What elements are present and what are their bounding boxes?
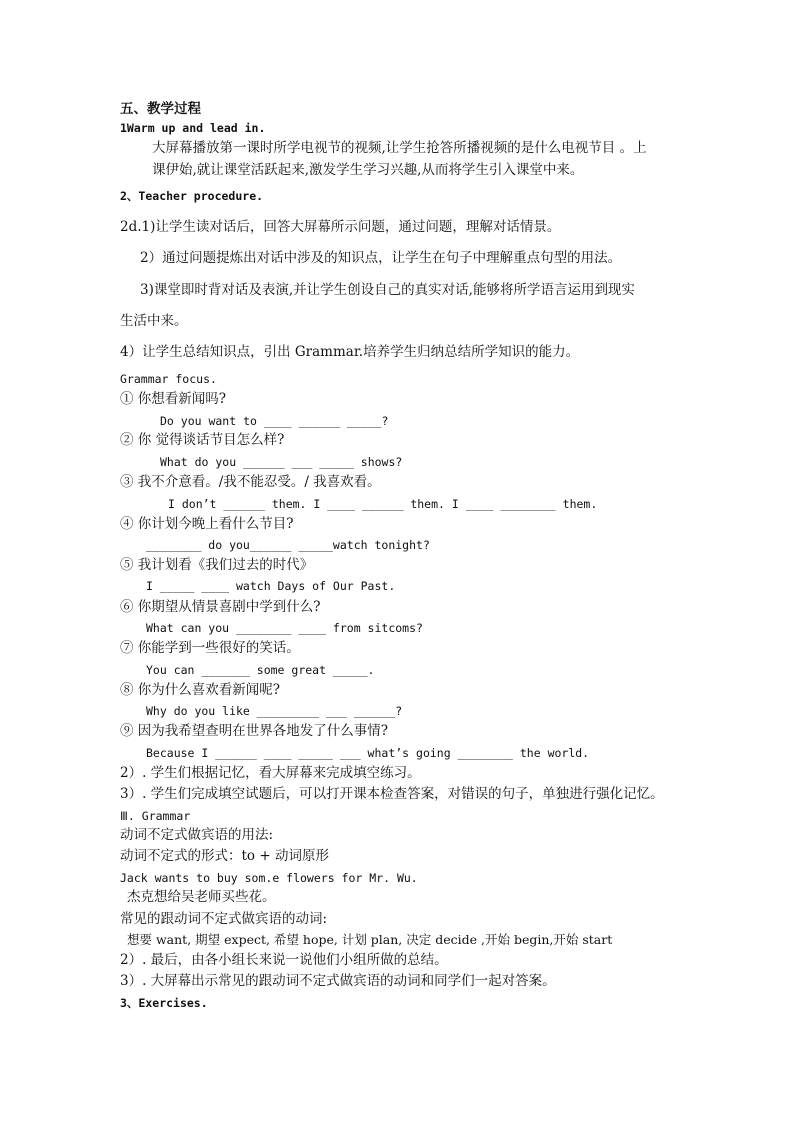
focus-item-1-zh: ① 你想看新闻吗? [120, 391, 227, 407]
step1-para-line1: 大屏幕播放第一课时所学电视节的视频,让学生抢答所播视频的是什么电视节目 。上 [152, 140, 647, 156]
focus-item-3-en: I don’t ______ them. I ____ ______ them. I ____ ________ them. [168, 497, 598, 511]
focus-item-2-en: What do you ______ ___ _____ shows? [160, 455, 403, 469]
focus-item-7-en: You can _______ some great _____. [146, 663, 375, 677]
step1-para-line2: 课伊始,就让课堂活跃起来,激发学生学习兴趣,从而将学生引入课堂中来。 [152, 162, 584, 178]
focus-item-5-en: I _____ ____ watch Days of Our Past. [146, 579, 396, 593]
exercises-heading: 3、Exercises. [120, 996, 208, 1010]
step2-heading: 2、Teacher procedure. [120, 189, 264, 203]
grammar-focus-title: Grammar focus. [120, 372, 217, 386]
after-focus-line3: 3）. 学生们完成填空试题后，可以打开课本检查答案，对错误的句子，单独进行强化记忆。 [120, 786, 664, 802]
focus-item-4-en: ________ do you______ _____watch tonight? [146, 538, 430, 552]
section-title: 五、教学过程 [120, 101, 201, 117]
step2-item2: 2）通过问题提炼出对话中涉及的知识点，让学生在句子中理解重点句型的用法。 [140, 250, 622, 266]
focus-item-8-zh: ⑧ 你为什么喜欢看新闻呢? [120, 682, 281, 698]
grammar-title: Ⅲ. Grammar [120, 809, 191, 823]
grammar-common-verbs-title: 常见的跟动词不定式做宾语的动词: [120, 911, 328, 927]
focus-item-9-zh: ⑨ 因为我希望查明在世界各地发了什么事情? [120, 723, 389, 739]
step2-item3-line2: 生活中来。 [120, 313, 188, 329]
grammar-common-verbs: 想要 want, 期望 expect, 希望 hope, 计划 plan, 决定 decide ,开始 begin,开始 start [127, 932, 613, 947]
grammar-usage: 动词不定式做宾语的用法: [120, 827, 274, 843]
focus-item-5-zh: ⑤ 我计划看《我们过去的时代》 [120, 557, 314, 573]
focus-item-6-zh: ⑥ 你期望从情景喜剧中学到什么? [120, 599, 321, 615]
focus-item-1-en: Do you want to ____ ______ _____? [160, 414, 389, 428]
focus-item-2-zh: ② 你 觉得谈话节目怎么样? [120, 432, 285, 448]
focus-item-6-en: What can you ________ ____ from sitcoms? [146, 621, 423, 635]
step1-heading: 1Warm up and lead in. [120, 121, 266, 135]
focus-item-3-zh: ③ 我不介意看。/我不能忍受。/ 我喜欢看。 [120, 474, 381, 490]
grammar-form: 动词不定式的形式：to + 动词原形 [120, 848, 329, 864]
step2-item1: 2d.1)让学生读对话后，回答大屏幕所示问题，通过问题，理解对话情景。 [120, 219, 561, 235]
focus-item-9-en: Because I ______ ____ _____ ___ what’s going ________ the world. [146, 746, 590, 760]
after-focus-line2: 2）. 学生们根据记忆，看大屏幕来完成填空练习。 [120, 765, 421, 781]
grammar-example-zh: 杰克想给吴老师买些花。 [127, 889, 276, 905]
focus-item-8-en: Why do you like _________ ___ ______? [146, 704, 403, 718]
step2-item4: 4）让学生总结知识点，引出 Grammar.培养学生归纳总结所学知识的能力。 [120, 344, 580, 360]
step2-item3-line1: 3)课堂即时背对话及表演,并让学生创设自己的真实对话,能够将所学语言运用到现实 [140, 282, 635, 298]
grammar-step3: 3）. 大屏幕出示常见的跟动词不定式做宾语的动词和同学们一起对答案。 [120, 973, 556, 989]
grammar-step2: 2）. 最后，由各小组长来说一说他们小组所做的总结。 [120, 952, 448, 968]
focus-item-4-zh: ④ 你计划今晚上看什么节目? [120, 516, 294, 532]
focus-item-7-zh: ⑦ 你能学到一些很好的笑话。 [120, 640, 300, 656]
grammar-example-en: Jack wants to buy som.e flowers for Mr. Wu. [120, 871, 418, 885]
